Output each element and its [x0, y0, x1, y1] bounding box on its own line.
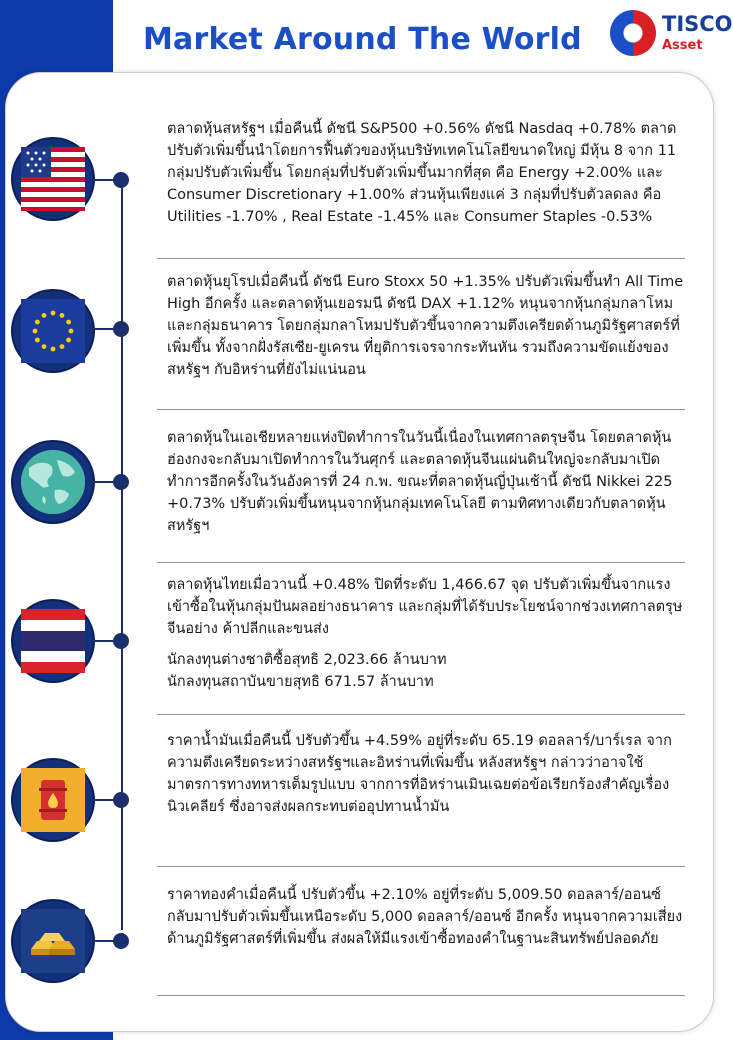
section-text [167, 118, 687, 228]
oil-barrel-icon [13, 760, 93, 840]
section-text [167, 884, 687, 950]
paragraph: นักลงทุนต่างชาติซื้อสุทธิ 2,023.66 ล้านบาท [167, 652, 447, 668]
logo-sub: Asset [662, 38, 703, 53]
timeline-dot [113, 474, 129, 490]
paragraph: ตลาดหุ้นสหรัฐฯ เมื่อคืนนี้ ดัชนี S&P500 +0.56% ดัชนี Nasdaq +0.78% ตลาดปรับตัวเพิ่มขึ้นนำโดยการฟื้นตัวของหุ้นบริษัทเทคโนโลยีขนาดใหญ่ มีหุ้น 8 จาก 11 กลุ่มปรับตัวเพิ่มขึ้น โดยกลุ่มที่ปรับตัวเพิ่มขึ้นมากที่สุด คือ Energy +2.00% และ Consumer Discretionary +1.00% ส่วนหุ้นเพียงแค่ 3 กลุ่มที่ปรับตัวลดลง คือ Utilities -1.70% , Real Estate -1.45% และ Consumer Staples -0.53% [167, 121, 677, 225]
tisco-logo [610, 8, 733, 60]
us-flag-icon [13, 139, 93, 219]
section-text [167, 271, 687, 381]
divider [157, 714, 685, 715]
paragraph: ราคาทองคำเมื่อคืนนี้ ปรับตัวขึ้น +2.10% อยู่ที่ระดับ 5,009.50 ดอลลาร์/ออนซ์ กลับมาปรับตัวเพิ่มขึ้นเหนือระดับ 5,000 ดอลลาร์/ออนซ์ อีกครั้ง หนุนจากความเสี่ยงด้านภูมิรัฐศาสตร์ที่เพิ่มขึ้น ส่งผลให้มีแรงเข้าซื้อทองคำในฐานะสินทรัพย์ปลอดภัย [167, 887, 683, 947]
gold-bars-icon [13, 901, 93, 981]
divider [157, 258, 685, 259]
timeline-dot [113, 933, 129, 949]
paragraph: นักลงทุนสถาบันขายสุทธิ 671.57 ล้านบาท [167, 674, 434, 690]
paragraph: ราคาน้ำมันเมื่อคืนนี้ ปรับตัวขึ้น +4.59% อยู่ที่ระดับ 65.19 ดอลลาร์/บาร์เรล จากความตึงเครียดระหว่างสหรัฐฯและอิหร่านที่เพิ่มขึ้น หลังสหรัฐฯ กล่าวว่าอาจใช้มาตรการทางทหารเต็มรูปแบบ จากการที่อิหร่านเมินเฉยต่อข้อเรียกร้องสำคัญเรื่องนิวเคลียร์ ซึ่งอาจส่งผลกระทบต่ออุปทานน้ำมัน [167, 733, 672, 815]
timeline-dot [113, 172, 129, 188]
section-text [167, 427, 687, 537]
paragraph: ตลาดหุ้นยุโรปเมื่อคืนนี้ ดัชนี Euro Stoxx 50 +1.35% ปรับตัวเพิ่มขึ้นทำ All Time High อีกครั้ง และตลาดหุ้นเยอรมนี ดัชนี DAX +1.12% หนุนจากหุ้นกลุ่มกลาโหมและกลุ่มธนาคาร โดยกลุ่มกลาโหมปรับตัวขึ้นจากความตึงเครียดด้านภูมิรัฐศาสตร์ที่เพิ่มขึ้น ทั้งจากฝั่งรัสเซีย-ยูเครน ที่ยุติการเจรจากระทันหัน รวมถึงความขัดแย้งของสหรัฐฯ กับอิหร่านที่ยังไม่แน่นอน [167, 274, 684, 378]
eu-flag-icon [13, 291, 93, 371]
logo-name: TISCO [662, 12, 733, 36]
timeline-dot [113, 792, 129, 808]
section-text [167, 730, 687, 818]
divider [157, 866, 685, 867]
globe-asia-icon [13, 442, 93, 522]
tisco-logo-icon [610, 10, 656, 56]
section-text [167, 574, 687, 693]
paragraph: ตลาดหุ้นไทยเมื่อวานนี้ +0.48% ปิดที่ระดับ 1,466.67 จุด ปรับตัวเพิ่มขึ้นจากแรงเข้าซื้อในหุ้นกลุ่มปันผลอย่างธนาคาร และกลุ่มที่ได้รับประโยชน์จากช่วงเทศกาลตรุษจีนอย่าง ค้าปลีกและขนส่ง [167, 577, 683, 637]
thai-flag-icon [13, 601, 93, 681]
timeline-line [121, 180, 123, 930]
timeline-dot [113, 321, 129, 337]
divider [157, 995, 685, 996]
divider [157, 562, 685, 563]
timeline-dot [113, 633, 129, 649]
paragraph: ตลาดหุ้นในเอเชียหลายแห่งปิดทำการในวันนี้เนื่องในเทศกาลตรุษจีน โดยตลาดหุ้นฮ่องกงจะกลับมาเปิดทำการในวันศุกร์ และตลาดหุ้นจีนแผ่นดินใหญ่จะกลับมาเปิดทำการอีกครั้งในวันอังคารที่ 24 ก.พ. ขณะที่ตลาดหุ้นญี่ปุ่นเช้านี้ ดัชนี Nikkei 225 +0.73% ปรับตัวเพิ่มขึ้นหนุนจากหุ้นกลุ่มเทคโนโลยี ตามทิศทางเดียวกับตลาดหุ้นสหรัฐฯ [167, 430, 673, 534]
page-title: Market Around The World [143, 22, 582, 57]
divider [157, 409, 685, 410]
